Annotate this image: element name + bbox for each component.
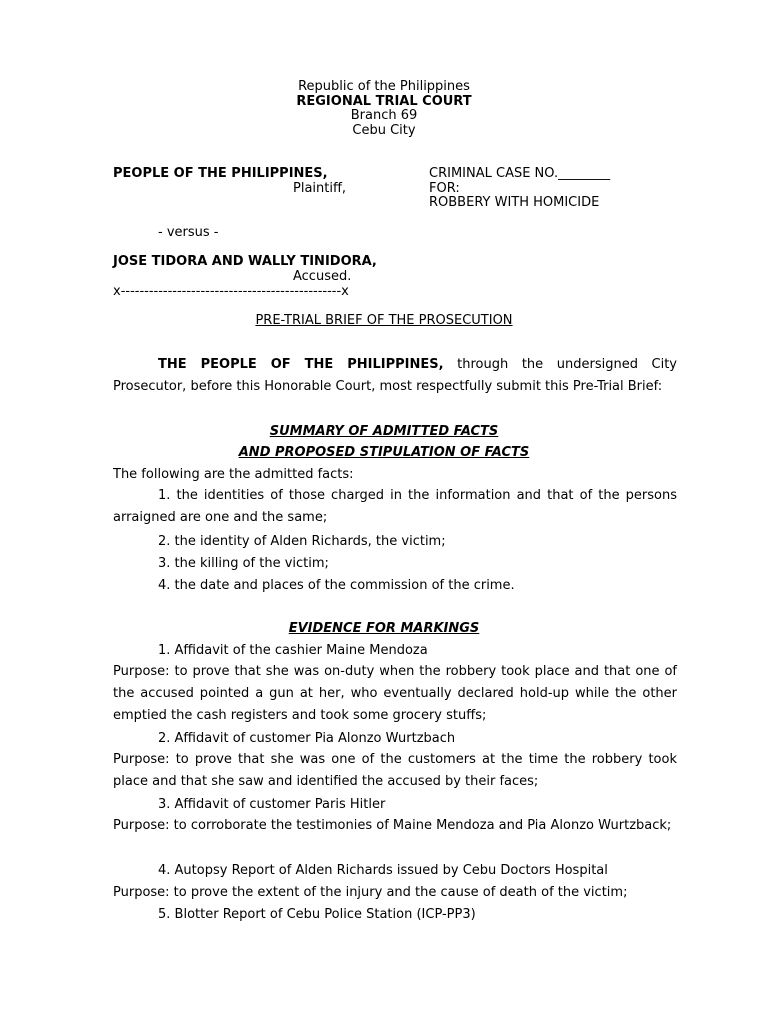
fact-item-1: 1. the identities of those charged in the information and that of the persons arraigned are one and the same; bbox=[113, 488, 677, 525]
fact-item-3: 3. the killing of the victim; bbox=[158, 556, 329, 571]
evidence-purpose-1: Purpose: to prove that she was on-duty when the robbery took place and that one of the accused pointed a gun at her, who eventually declared hold-up while the other emptied the cash registers and took some grocery stuffs; bbox=[113, 664, 677, 723]
intro-paragraph bbox=[113, 354, 677, 398]
facts-heading-2: AND PROPOSED STIPULATION OF FACTS bbox=[238, 445, 530, 460]
evidence-item-3: 3. Affidavit of customer Paris Hitler bbox=[158, 797, 386, 812]
court-name: REGIONAL TRIAL COURT bbox=[296, 94, 472, 109]
city-line: Cebu City bbox=[352, 123, 416, 138]
fact-item-4: 4. the date and places of the commission of the crime. bbox=[158, 578, 515, 593]
evidence-item-1: 1. Affidavit of the cashier Maine Mendoza bbox=[158, 643, 428, 658]
versus: - versus - bbox=[158, 225, 219, 240]
evidence-item-2: 2. Affidavit of customer Pia Alonzo Wurtzbach bbox=[158, 731, 456, 746]
case-number: CRIMINAL CASE NO.________ bbox=[429, 166, 611, 181]
for-label: FOR: bbox=[429, 181, 460, 196]
branch-line: Branch 69 bbox=[350, 108, 418, 123]
facts-heading-1: SUMMARY OF ADMITTED FACTS bbox=[269, 424, 499, 439]
plaintiff-name: PEOPLE OF THE PHILIPPINES, bbox=[113, 166, 328, 181]
fact-item-2: 2. the identity of Alden Richards, the victim; bbox=[158, 534, 446, 549]
document-title: PRE-TRIAL BRIEF OF THE PROSECUTION bbox=[255, 313, 513, 328]
evidence-item-4: 4. Autopsy Report of Alden Richards issued by Cebu Doctors Hospital bbox=[158, 863, 608, 878]
intro-lead: THE PEOPLE OF THE PHILIPPINES, bbox=[158, 357, 444, 372]
caption-divider: x-----------------------------------------------x bbox=[113, 284, 349, 299]
republic-line: Republic of the Philippines bbox=[298, 79, 470, 94]
evidence-purpose-3: Purpose: to corroborate the testimonies of Maine Mendoza and Pia Alonzo Wurtzback; bbox=[113, 818, 672, 833]
accused-name: JOSE TIDORA AND WALLY TINIDORA, bbox=[113, 254, 377, 269]
facts-intro: The following are the admitted facts: bbox=[113, 467, 354, 482]
evidence-heading: EVIDENCE FOR MARKINGS bbox=[288, 621, 480, 636]
evidence-purpose-4: Purpose: to prove the extent of the injury and the cause of death of the victim; bbox=[113, 885, 628, 900]
intro-rest: through the undersigned City Prosecutor, before this Honorable Court, most respectfully submit this Pre-Trial Brief: bbox=[113, 357, 678, 394]
accused-role: Accused. bbox=[293, 269, 352, 284]
plaintiff-role: Plaintiff, bbox=[293, 181, 347, 196]
charge: ROBBERY WITH HOMICIDE bbox=[429, 195, 600, 210]
evidence-item-5: 5. Blotter Report of Cebu Police Station (ICP-PP3) bbox=[158, 907, 476, 922]
evidence-purpose-2: Purpose: to prove that she was one of the customers at the time the robbery took place and that she saw and identified the accused by their faces; bbox=[113, 752, 677, 789]
